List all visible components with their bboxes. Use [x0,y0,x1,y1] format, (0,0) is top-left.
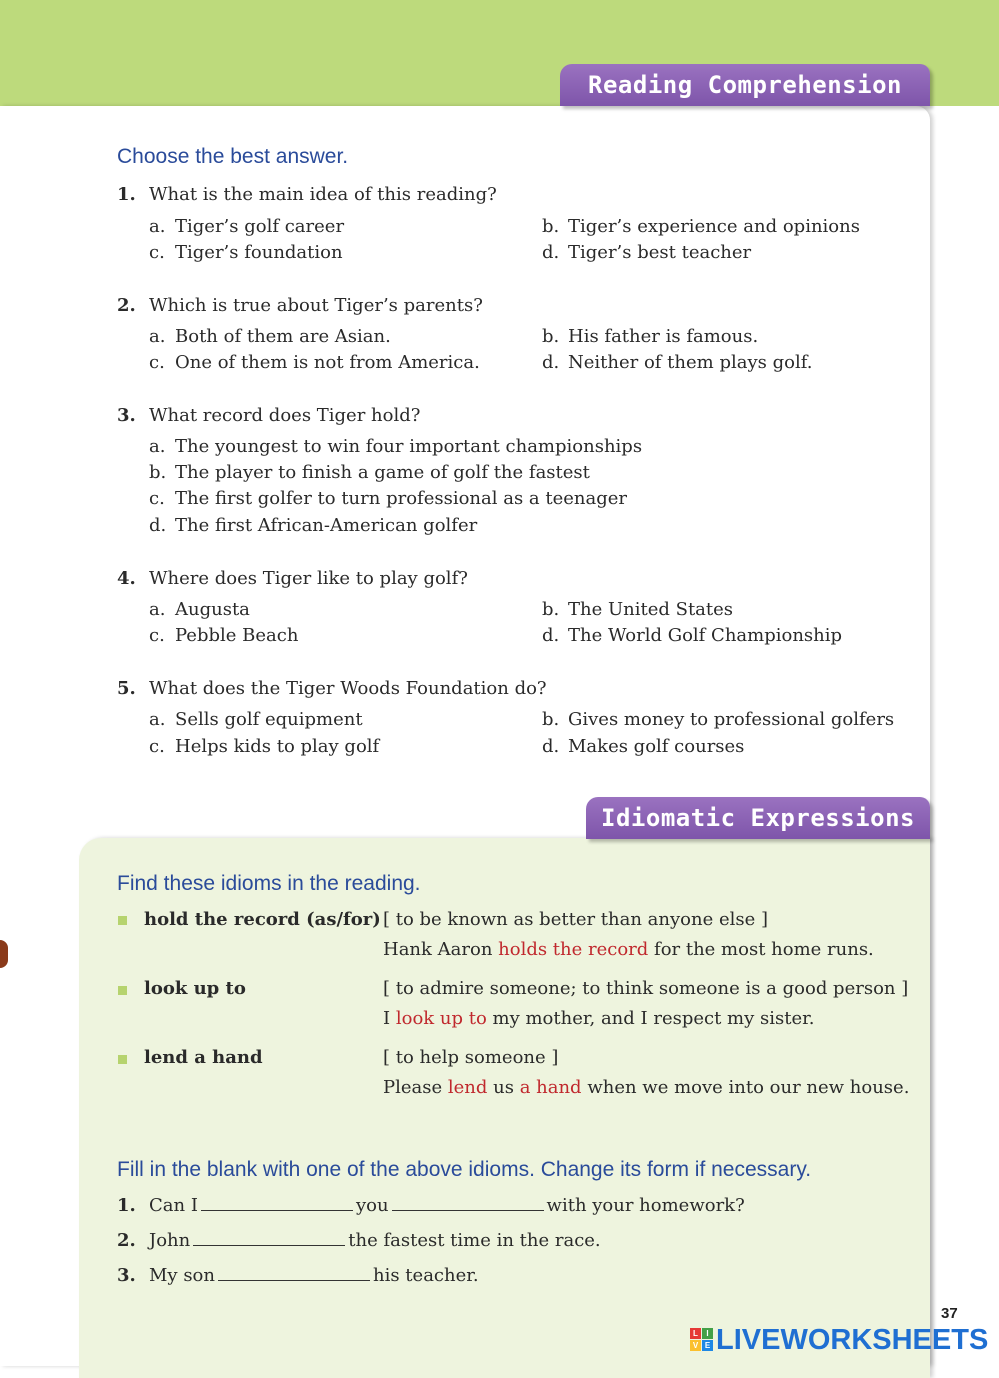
blank-input[interactable] [392,1196,544,1211]
question-number: 2. [117,295,136,316]
answer-option[interactable]: b. The player to finish a game of golf the fastest [149,462,590,483]
section-tab-idiomatic-expressions: Idiomatic Expressions [586,797,930,839]
fill-sentence: Can I you with your homework? [149,1195,745,1216]
question-number: 3. [117,405,136,426]
idiom-term: lend a hand [144,1047,263,1068]
answer-option[interactable]: c. One of them is not from America. [149,352,480,373]
liveworksheets-logo[interactable] [690,1323,988,1357]
page-number: 37 [941,1305,958,1322]
fill-sentence: John the fastest time in the race. [149,1230,601,1251]
question-number: 1. [117,184,136,205]
item-number: 2. [117,1230,136,1251]
bullet-square-icon [118,916,127,925]
question-text: Which is true about Tiger’s parents? [149,295,483,316]
answer-option[interactable]: a. Sells golf equipment [149,709,363,730]
answer-option[interactable]: b. Gives money to professional golfers [542,709,895,730]
idiom-definition: [ to be known as better than anyone else ] [383,909,769,930]
section-tab-reading-comprehension: Reading Comprehension [560,64,930,106]
answer-option[interactable]: c. Helps kids to play golf [149,736,380,757]
question-text: What record does Tiger hold? [149,405,421,426]
answer-option[interactable]: c. The first golfer to turn professional as a teenager [149,488,628,509]
instruction-fill-blank: Fill in the blank with one of the above idioms. Change its form if necessary. [117,1158,812,1181]
answer-option[interactable]: a. The youngest to win four important championships [149,436,643,457]
question-text: What does the Tiger Woods Foundation do? [149,678,547,699]
instruction-choose: Choose the best answer. [117,145,349,168]
brand-name: LIVEWORKSHEETS [716,1323,989,1356]
question-text: Where does Tiger like to play golf? [149,568,468,589]
answer-option[interactable]: d. Makes golf courses [542,736,745,757]
idiom-definition: [ to help someone ] [383,1047,559,1068]
answer-option[interactable]: c. Pebble Beach [149,625,299,646]
idiom-example: Hank Aaron holds the record for the most home runs. [383,939,874,960]
question-number: 5. [117,678,136,699]
blank-input[interactable] [193,1231,345,1246]
blank-input[interactable] [218,1266,370,1281]
answer-option[interactable]: b. His father is famous. [542,326,759,347]
idiom-example: I look up to my mother, and I respect my sister. [383,1008,815,1029]
answer-option[interactable]: a. Both of them are Asian. [149,326,391,347]
fill-sentence: My son his teacher. [149,1265,479,1286]
answer-option[interactable]: a. Augusta [149,599,250,620]
answer-option[interactable]: b. The United States [542,599,734,620]
answer-option[interactable]: d. Neither of them plays golf. [542,352,813,373]
bullet-square-icon [118,1055,127,1064]
idiom-term: look up to [144,978,246,999]
blank-input[interactable] [201,1196,353,1211]
answer-option[interactable]: d. The first African-American golfer [149,515,478,536]
idiom-definition: [ to admire someone; to think someone is a good person ] [383,978,909,999]
answer-option[interactable]: d. The World Golf Championship [542,625,843,646]
answer-option[interactable]: d. Tiger’s best teacher [542,242,752,263]
item-number: 3. [117,1265,136,1286]
idiom-term: hold the record (as/for) [144,909,381,930]
edge-decoration [0,940,8,968]
answer-option[interactable]: b. Tiger’s experience and opinions [542,216,860,237]
logo-grid-icon: L I V E [690,1328,714,1352]
instruction-find-idioms: Find these idioms in the reading. [117,872,421,895]
item-number: 1. [117,1195,136,1216]
answer-option[interactable]: c. Tiger’s foundation [149,242,343,263]
question-number: 4. [117,568,136,589]
answer-option[interactable]: a. Tiger’s golf career [149,216,345,237]
question-text: What is the main idea of this reading? [149,184,497,205]
idiom-example: Please lend us a hand when we move into our new house. [383,1077,910,1098]
bullet-square-icon [118,986,127,995]
